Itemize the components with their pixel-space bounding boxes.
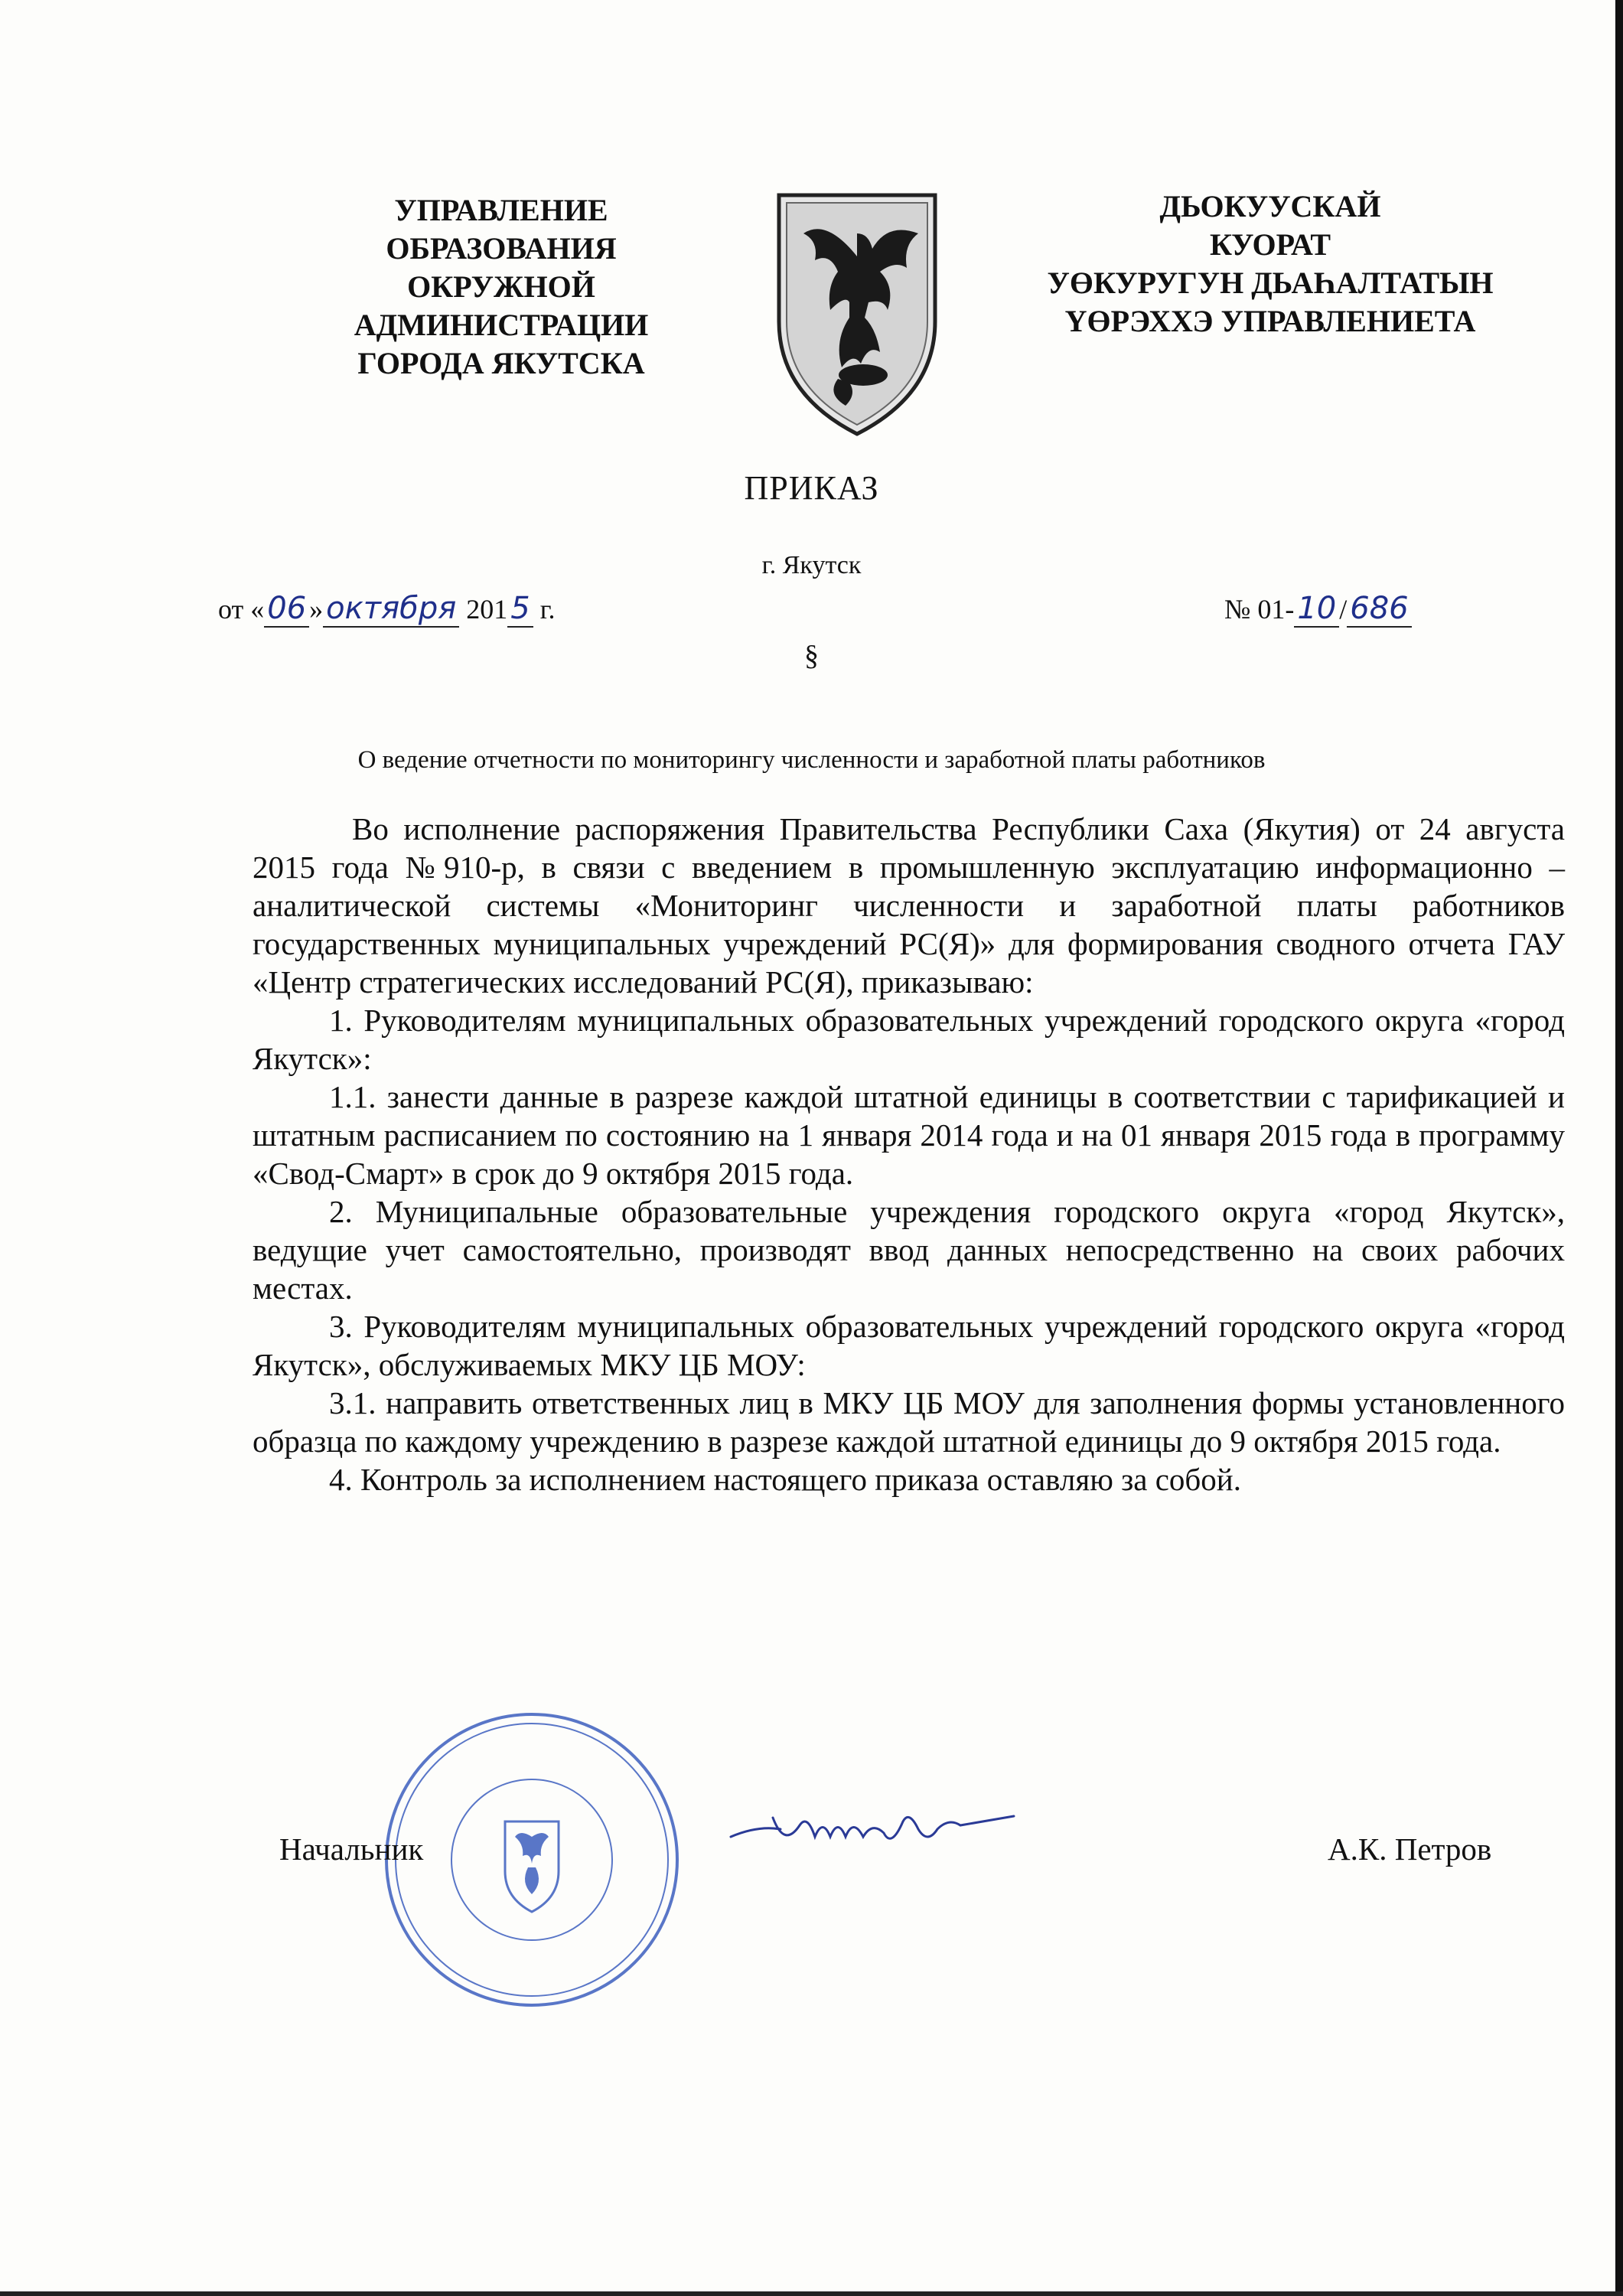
order-body <box>253 810 1565 1499</box>
scan-border-right <box>1615 0 1623 2296</box>
header-right-org-name <box>995 188 1546 341</box>
header-right-line: ДЬОКУУСКАЙ <box>1159 189 1381 223</box>
header-right-line: ҮӨРЭХХЭ УПРАВЛЕНИЕТА <box>1064 304 1476 338</box>
paragraph: 1. Руководителям муниципальных образовательных учреждений городского округа «город Якутск»: <box>253 1003 1565 1076</box>
header-right-line: КУОРАТ <box>1209 227 1331 262</box>
round-official-seal-icon <box>379 1707 685 2013</box>
number-part2-handwritten: 686 <box>1347 591 1411 628</box>
date-year-prefix: 201 <box>466 594 508 625</box>
header-left-line: УПРАВЛЕНИЕ <box>394 193 608 227</box>
date-suffix: г. <box>539 594 556 625</box>
order-subject: О ведение отчетности по мониторингу численности и заработной платы работников <box>357 746 1266 774</box>
number-separator: / <box>1339 594 1348 625</box>
section-mark: § <box>804 640 819 672</box>
paragraph: 4. Контроль за исполнением настоящего приказа оставляю за собой. <box>329 1462 1241 1497</box>
date-quote: » <box>309 594 324 625</box>
date-day-handwritten: 06 <box>264 591 309 628</box>
number-prefix: № 01- <box>1224 594 1295 625</box>
date-year-digit-handwritten: 5 <box>507 591 533 628</box>
header-left-line: ГОРОДА ЯКУТСКА <box>357 346 645 380</box>
signatory-name: А.К. Петров <box>1328 1831 1492 1867</box>
number-part1-handwritten: 10 <box>1294 591 1339 628</box>
handwritten-signature-icon <box>727 1795 1018 1864</box>
paragraph: Во исполнение распоряжения Правительства Республики Саха (Якутия) от 24 августа 2015 года №910-р, в связи с введением в промышленную эксплуатацию информационно – аналитической системы «Мониторинг численности и заработной платы работников государственных муниципальных учреждений РС(Я)» для формирования сводного отчета ГАУ «Центр стратегических исследований РС(Я), приказываю: <box>253 811 1565 1000</box>
date-month-handwritten: октября <box>323 591 459 628</box>
date-prefix: от « <box>218 594 265 625</box>
paragraph: 1.1. занести данные в разрезе каждой штатной единицы в соответствии с тарификацией и штатным расписанием по состоянию на 1 января 2014 года и на 01 января 2015 года в программу «Свод-Смарт» в срок до 9 октября 2015 года. <box>253 1079 1565 1191</box>
order-number <box>1224 591 1412 628</box>
yakutsk-coat-of-arms-icon <box>773 188 941 440</box>
scan-border-bottom <box>0 2291 1623 2296</box>
order-date <box>218 591 555 628</box>
document-type-title: ПРИКАЗ <box>744 469 879 507</box>
paragraph: 3. Руководителям муниципальных образовательных учреждений городского округа «город Якутск», обслуживаемых МКУ ЦБ МОУ: <box>253 1309 1565 1382</box>
header-left-line: АДМИНИСТРАЦИИ <box>354 308 649 342</box>
signatory-title: Начальник <box>279 1831 424 1867</box>
header-left-line: ОКРУЖНОЙ <box>407 269 595 304</box>
city-label: г. Якутск <box>761 551 862 579</box>
header-left-line: ОБРАЗОВАНИЯ <box>386 231 617 266</box>
header-left-org-name <box>321 191 681 383</box>
paragraph: 2. Муниципальные образовательные учреждения городского округа «город Якутск», ведущие учет самостоятельно, производят ввод данных непосредственно на своих рабочих местах. <box>253 1194 1565 1306</box>
header-right-line: УӨКУРУГУН ДЬАҺАЛТАТЫН <box>1047 266 1494 300</box>
paragraph: 3.1. направить ответственных лиц в МКУ ЦБ МОУ для заполнения формы установленного образца по каждому учреждению в разрезе каждой штатной единицы до 9 октября 2015 года. <box>253 1385 1565 1459</box>
